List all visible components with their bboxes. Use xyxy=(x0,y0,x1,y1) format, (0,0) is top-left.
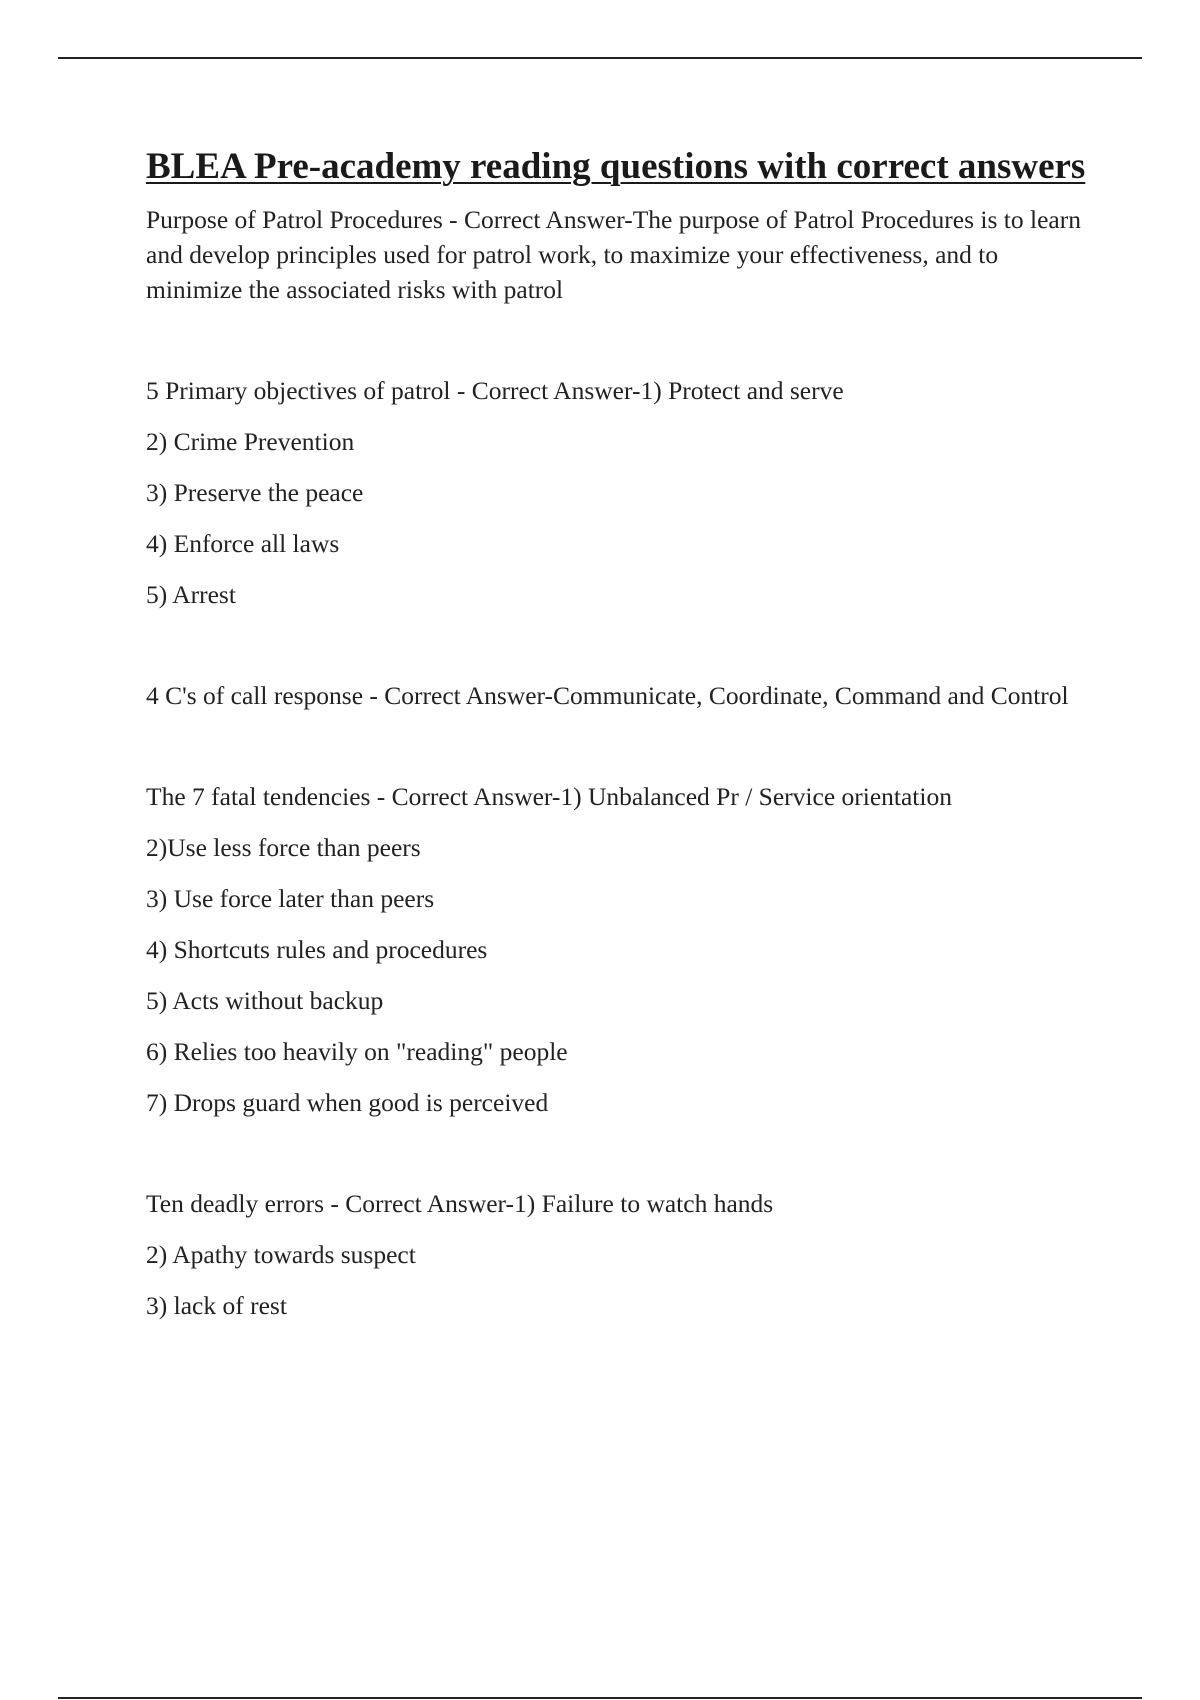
entry-text: 4 C's of call response - Correct Answer-Communicate, Coordinate, Command and Control xyxy=(146,681,1069,710)
list-item: 6) Relies too heavily on "reading" people xyxy=(146,1037,568,1066)
qa-entry-fatal-tendencies xyxy=(146,779,1086,1120)
entry-text: 5 Primary objectives of patrol - Correct Answer-1) Protect and serve xyxy=(146,376,844,405)
list-item: 4) Enforce all laws xyxy=(146,529,340,558)
header-rule xyxy=(58,57,1142,59)
list-item: 3) Use force later than peers xyxy=(146,884,435,913)
qa-entry-deadly-errors xyxy=(146,1186,1086,1323)
qa-entry-primary-objectives xyxy=(146,373,1086,612)
footer-rule xyxy=(58,1697,1142,1699)
entry-text: Purpose of Patrol Procedures - Correct Answer-The purpose of Patrol Procedures is to learn and develop principles used for patrol work, to maximize your effectiveness, and to minimize the associated risks with patrol xyxy=(146,205,1081,304)
entry-text: Ten deadly errors - Correct Answer-1) Failure to watch hands xyxy=(146,1189,774,1218)
entry-text: The 7 fatal tendencies - Correct Answer-1) Unbalanced Pr / Service orientation xyxy=(146,782,952,811)
list-item: 5) Acts without backup xyxy=(146,986,384,1015)
document-title: BLEA Pre-academy reading questions with correct answers xyxy=(146,146,1086,187)
qa-entry-call-response xyxy=(146,678,1086,713)
list-item: 2) Apathy towards suspect xyxy=(146,1240,416,1269)
list-item: 7) Drops guard when good is perceived xyxy=(146,1088,549,1117)
list-item: 2)Use less force than peers xyxy=(146,833,421,862)
qa-entry-patrol-purpose xyxy=(146,202,1086,307)
document-body xyxy=(146,142,1086,1389)
list-item: 3) Preserve the peace xyxy=(146,478,364,507)
list-item: 5) Arrest xyxy=(146,580,236,609)
list-item: 4) Shortcuts rules and procedures xyxy=(146,935,488,964)
list-item: 3) lack of rest xyxy=(146,1291,287,1320)
list-item: 2) Crime Prevention xyxy=(146,427,355,456)
